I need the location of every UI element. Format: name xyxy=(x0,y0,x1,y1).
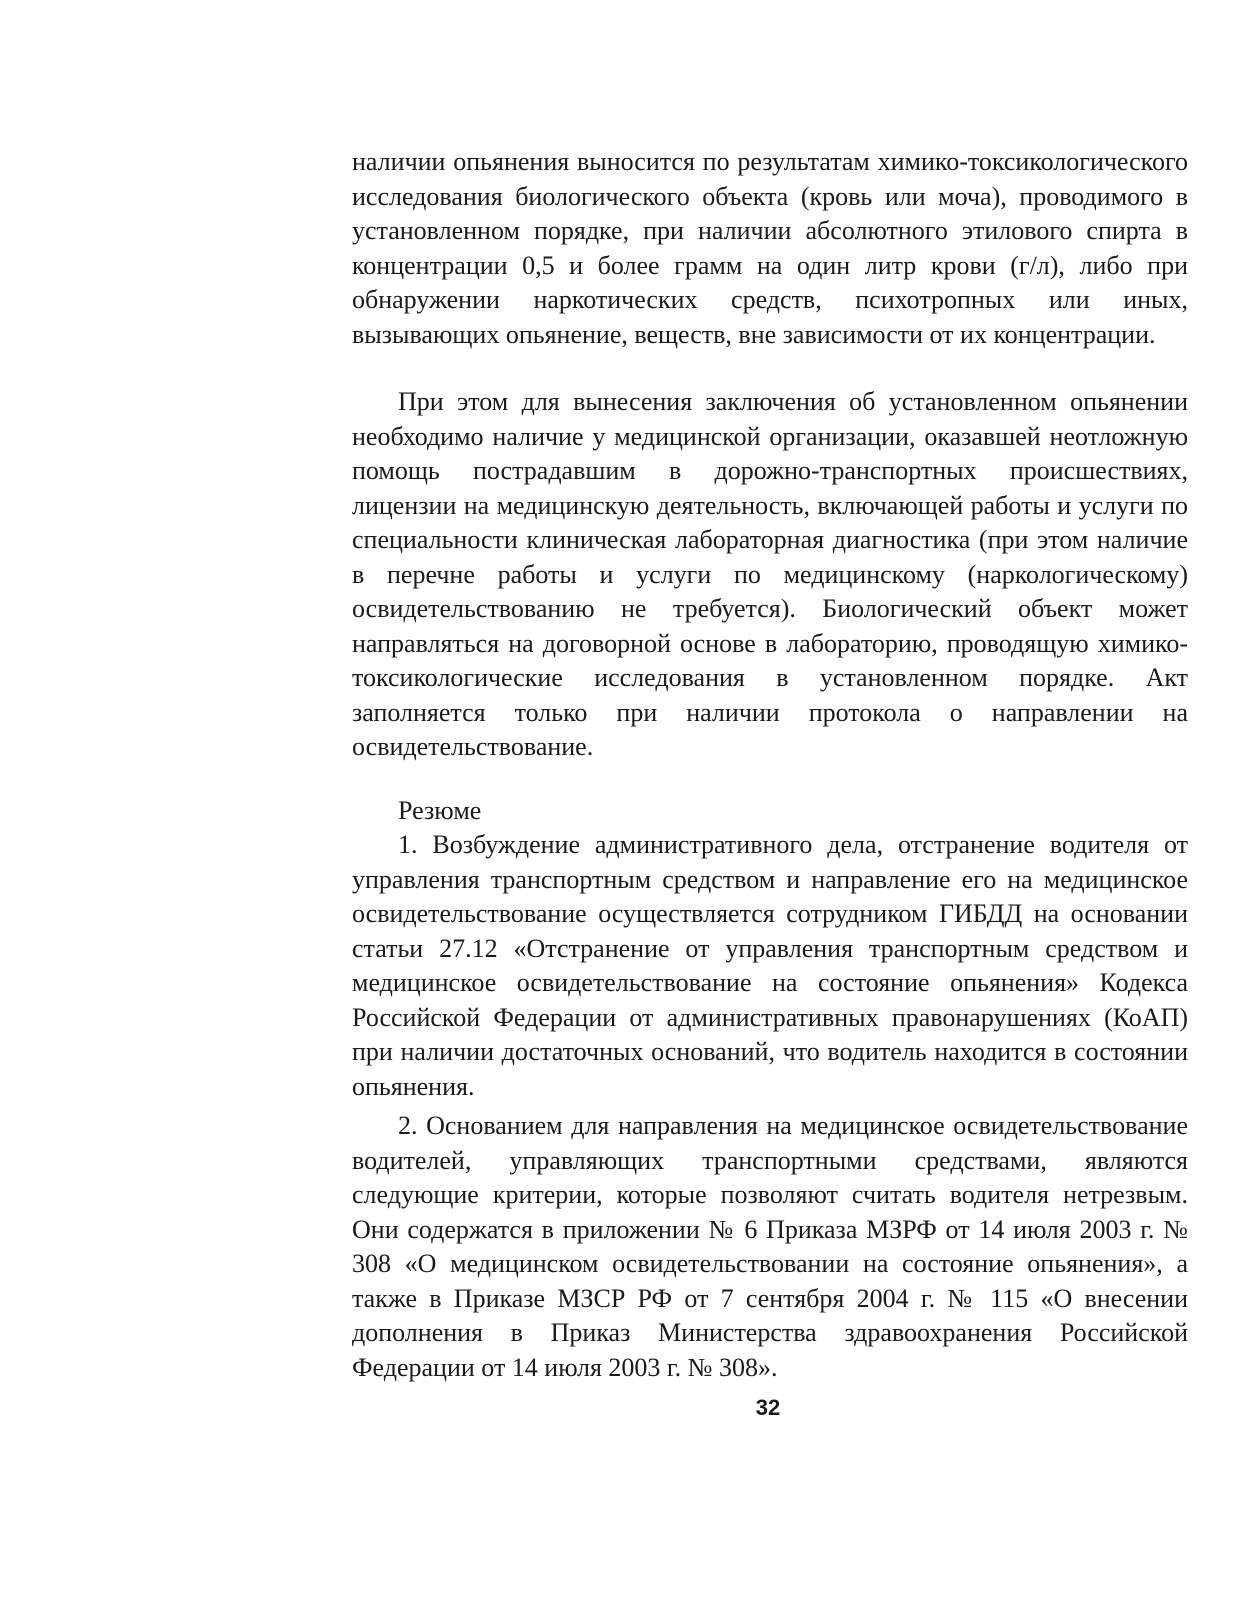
summary-heading: Резюме xyxy=(398,796,482,825)
summary-item-text: 2. Основанием для направления на медицинское освидетельствование водителей, управляющих транспортными средствами, являются следующие критерии, которые позволяют считать водителя нетрезвым. Они содержатся в приложении № 6 Приказа МЗРФ от 14 июля 2003 г. № 308 «О медицинском освидетельствовании на состояние опьянения», а также в Приказе МЗСР РФ от 7 сентября 2004 г. № 115 «О внесении дополнения в Приказ Министерства здравоохранения Российской Федерации от 14 июля 2003 г. № 308». xyxy=(352,1111,1188,1382)
summary-item xyxy=(352,1109,1188,1385)
paragraph-continuation xyxy=(352,145,1188,352)
page-number: 32 xyxy=(755,1395,781,1420)
summary-item-text: 1. Возбуждение административного дела, отстранение водителя от управления транспортным средством и направление его на медицинское освидетельствование осуществляется сотрудником ГИБДД на основании статьи 27.12 «Отстранение от управления транспортным средством и медицинское освидетельствование на состояние опьянения» Кодекса Российской Федерации от административных правонарушениях (КоАП) при наличии достаточных оснований, что водитель находится в состоянии опьянения. xyxy=(352,830,1188,1101)
summary-item xyxy=(352,828,1188,1104)
paragraph xyxy=(352,385,1188,765)
paragraph-text: наличии опьянения выносится по результатам химико-токсикологического исследования биологического объекта (кровь или моча), проводимого в установленном порядке, при наличии абсолютного этилового спирта в концентрации 0,5 и более грамм на один литр крови (г/л), либо при обнаружении наркотических средств, психотропных или иных, вызывающих опьянение, веществ, вне зависимости от их концентрации. xyxy=(352,147,1188,349)
paragraph-text: При этом для вынесения заключения об установленном опьянении необходимо наличие у медицинской организации, оказавшей неотложную помощь пострадавшим в дорожно-транспортных происшествиях, лицензии на медицинскую деятельность, включающей работы и услуги по специальности клиническая лабораторная диагностика (при этом наличие в перечне работы и услуги по медицинскому (наркологическому) освидетельствованию не требуется). Биологический объект может направляться на договорной основе в лабораторию, проводящую химико-токсикологические исследования в установленном порядке. Акт заполняется только при наличии протокола о направлении на освидетельствование. xyxy=(352,387,1188,761)
